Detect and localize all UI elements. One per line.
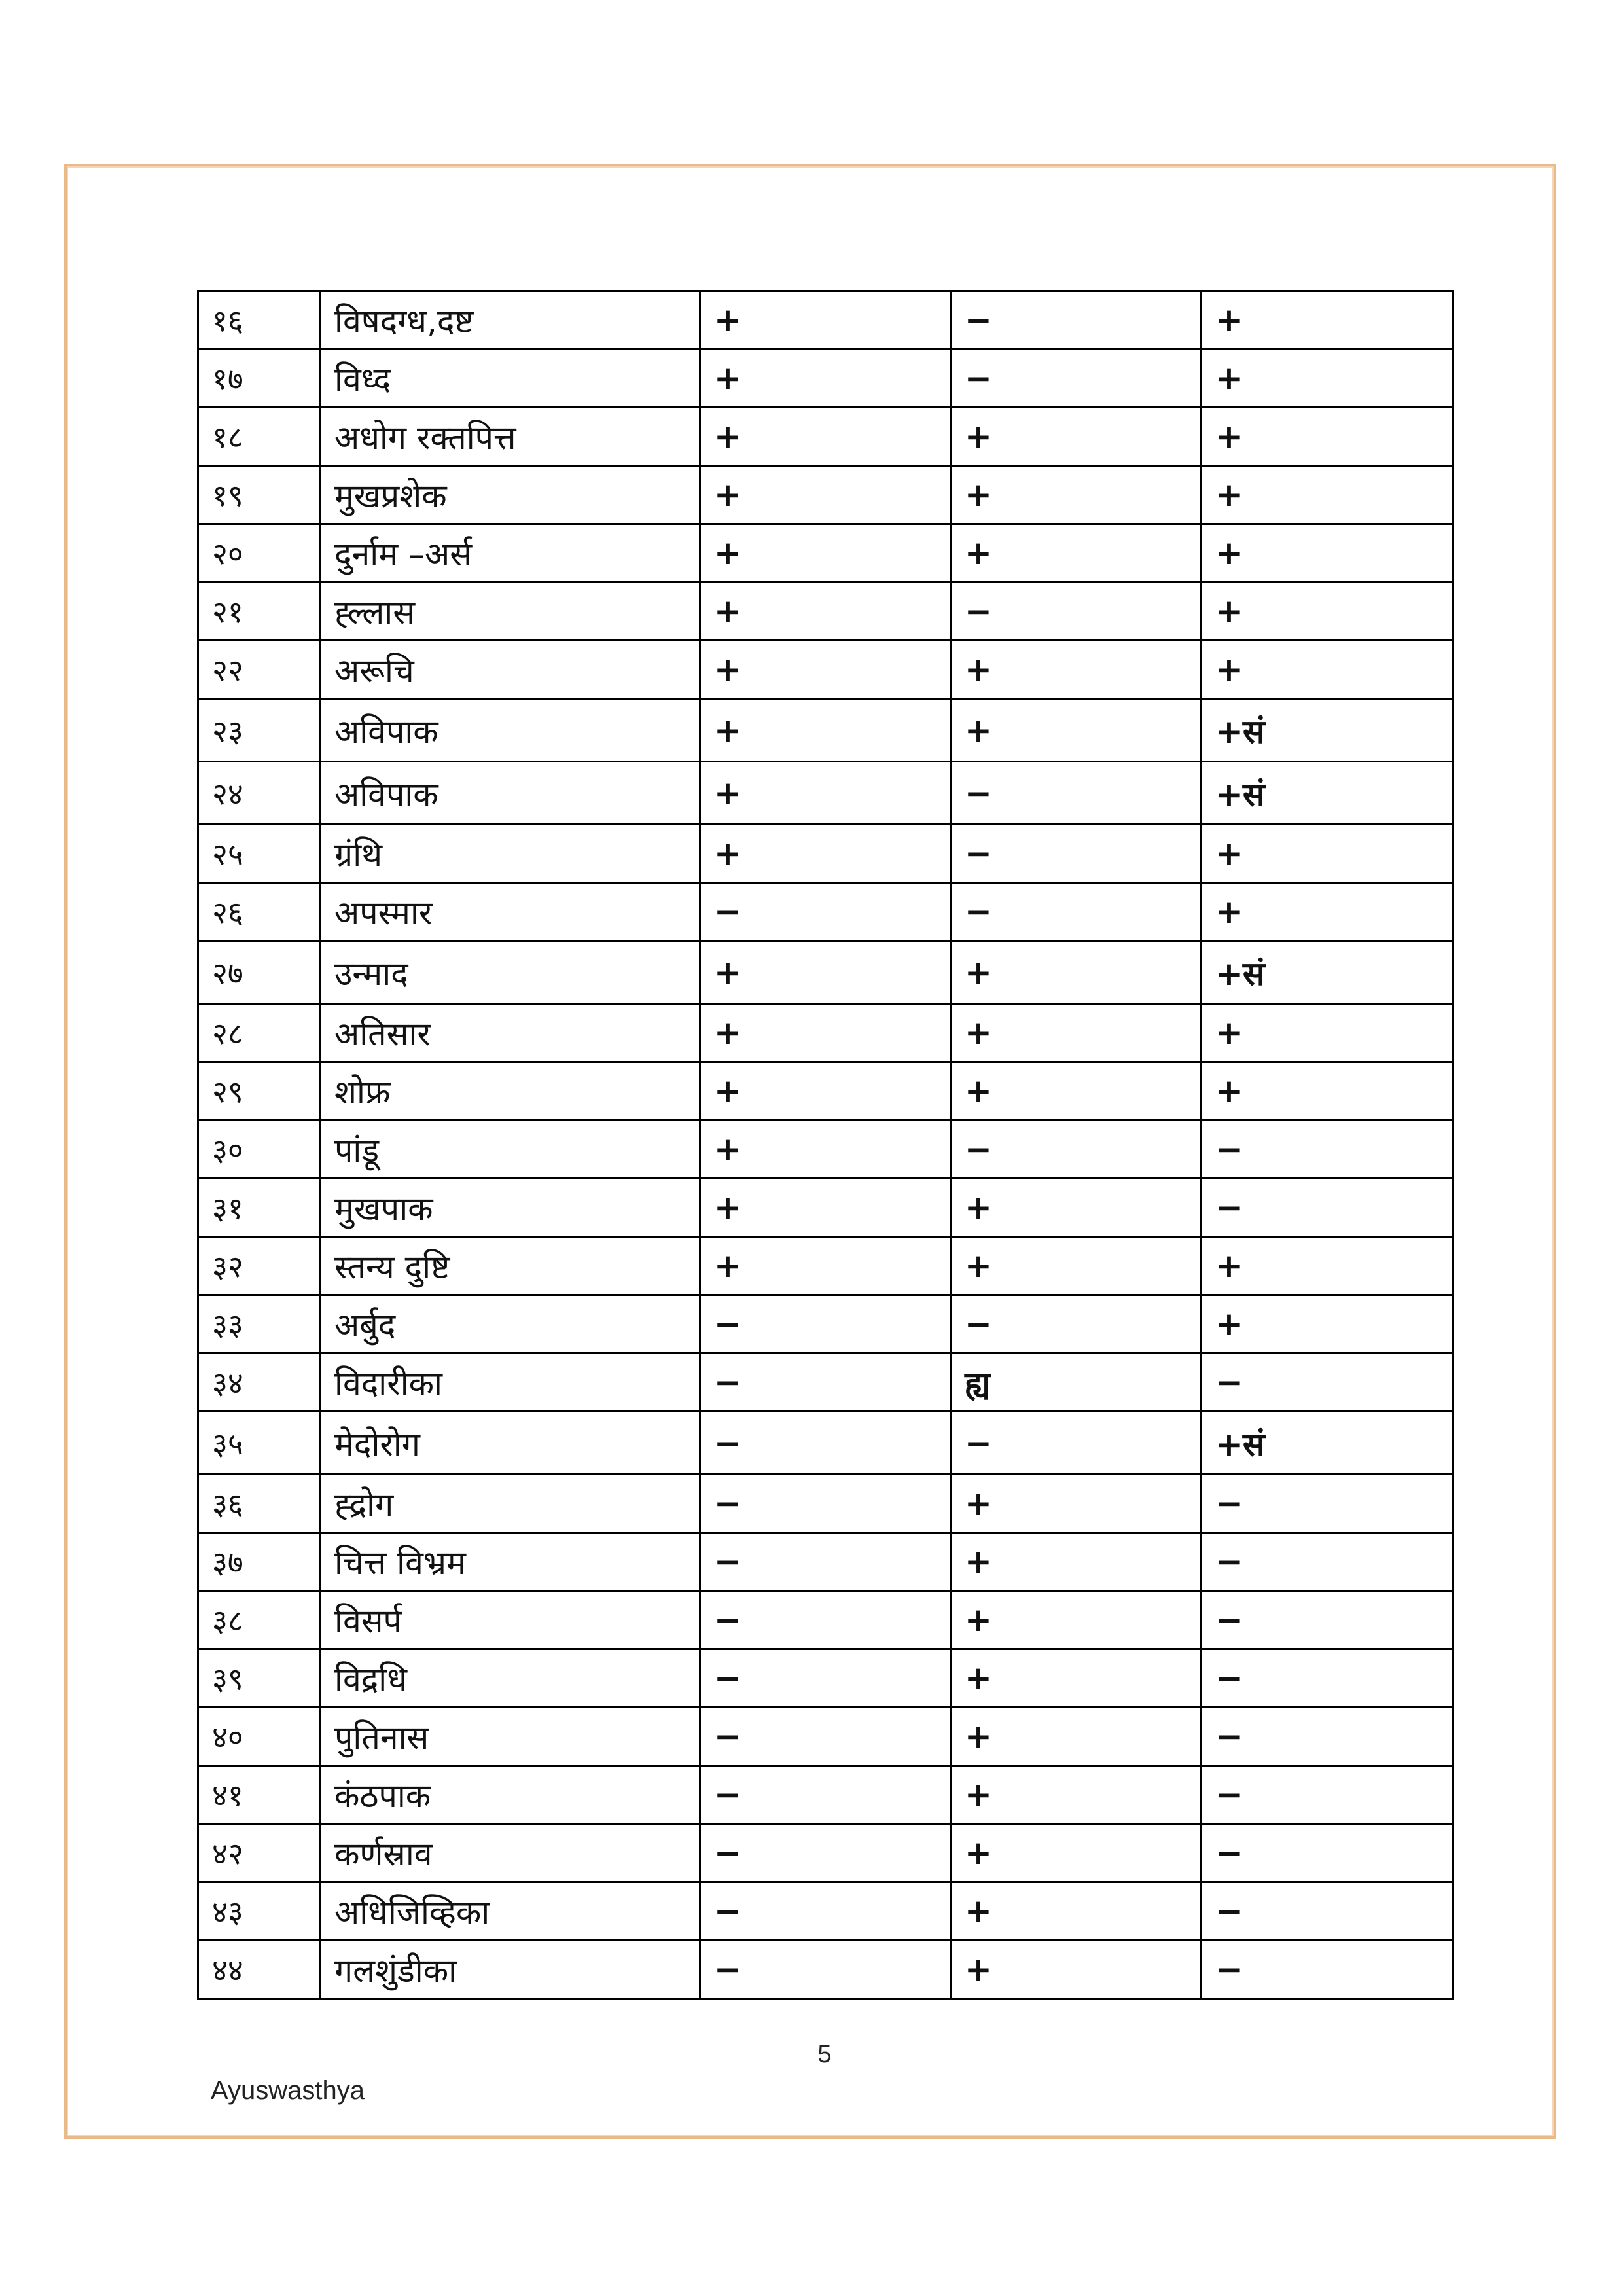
column-1-cell: − (700, 1882, 951, 1941)
row-number-cell: १९ (198, 466, 321, 524)
column-3-cell: +सं (1202, 762, 1453, 825)
table-row (198, 1004, 1453, 1062)
column-3-cell: +सं (1202, 941, 1453, 1004)
column-2-cell: − (951, 1295, 1202, 1354)
column-2-cell: + (951, 524, 1202, 583)
column-3-cell: − (1202, 1824, 1453, 1882)
column-1-cell: + (700, 466, 951, 524)
table-row (198, 1295, 1453, 1354)
column-1-cell: + (700, 1004, 951, 1062)
row-number-cell: २९ (198, 1062, 321, 1121)
row-number-cell: ३१ (198, 1179, 321, 1237)
column-2-cell: − (951, 350, 1202, 408)
ailment-name-cell: चित्त विभ्रम (321, 1533, 700, 1591)
table-row (198, 466, 1453, 524)
column-3-cell: + (1202, 641, 1453, 699)
column-1-cell: − (700, 1591, 951, 1649)
column-2-cell: + (951, 408, 1202, 466)
row-number-cell: २० (198, 524, 321, 583)
row-number-cell: ४४ (198, 1941, 321, 1999)
row-number-cell: १६ (198, 291, 321, 350)
row-number-cell: ४१ (198, 1766, 321, 1824)
row-number-cell: २१ (198, 583, 321, 641)
column-3-cell: +सं (1202, 1412, 1453, 1475)
column-1-cell: − (700, 1475, 951, 1533)
row-number-cell: ३४ (198, 1354, 321, 1412)
column-2-cell: − (951, 883, 1202, 941)
column-3-cell: + (1202, 825, 1453, 883)
column-1-cell: + (700, 408, 951, 466)
column-3-cell: − (1202, 1708, 1453, 1766)
column-2-cell: − (951, 583, 1202, 641)
column-1-cell: − (700, 1354, 951, 1412)
column-3-cell: − (1202, 1121, 1453, 1179)
row-number-cell: ४३ (198, 1882, 321, 1941)
column-2-cell: + (951, 1882, 1202, 1941)
ailment-name-cell: अरूचि (321, 641, 700, 699)
table-row (198, 762, 1453, 825)
column-2-cell: − (951, 291, 1202, 350)
column-3-cell: + (1202, 1295, 1453, 1354)
ailment-name-cell: मुखप्रशेक (321, 466, 700, 524)
ailment-name-cell: कर्णस्राव (321, 1824, 700, 1882)
column-2-cell: + (951, 1649, 1202, 1708)
column-2-cell: + (951, 941, 1202, 1004)
table-row (198, 1179, 1453, 1237)
column-1-cell: + (700, 1062, 951, 1121)
row-number-cell: ३० (198, 1121, 321, 1179)
column-3-cell: +सं (1202, 699, 1453, 762)
table-row (198, 1121, 1453, 1179)
ailment-name-cell: अधिजिव्हिका (321, 1882, 700, 1941)
ailment-name-cell: शोफ्र (321, 1062, 700, 1121)
row-number-cell: १८ (198, 408, 321, 466)
column-2-cell: + (951, 1941, 1202, 1999)
table-row (198, 408, 1453, 466)
column-3-cell: − (1202, 1941, 1453, 1999)
ailment-name-cell: उन्माद (321, 941, 700, 1004)
column-2-cell: + (951, 1824, 1202, 1882)
column-2-cell: + (951, 1533, 1202, 1591)
column-3-cell: + (1202, 883, 1453, 941)
ailment-name-cell: विदारीका (321, 1354, 700, 1412)
ailment-name-cell: विसर्प (321, 1591, 700, 1649)
column-1-cell: + (700, 1237, 951, 1295)
column-2-cell: + (951, 1591, 1202, 1649)
column-2-cell: + (951, 1004, 1202, 1062)
column-1-cell: − (700, 1941, 951, 1999)
column-1-cell: − (700, 1412, 951, 1475)
column-2-cell: − (951, 825, 1202, 883)
column-2-cell: − (951, 1412, 1202, 1475)
ailment-name-cell: अपस्मार (321, 883, 700, 941)
row-number-cell: ४० (198, 1708, 321, 1766)
table-row (198, 883, 1453, 941)
table-body (198, 291, 1453, 1999)
table-row (198, 699, 1453, 762)
row-number-cell: ३३ (198, 1295, 321, 1354)
ailment-name-cell: मुखपाक (321, 1179, 700, 1237)
column-1-cell: − (700, 1824, 951, 1882)
ailment-name-cell: ह्द्रोग (321, 1475, 700, 1533)
table-row (198, 1882, 1453, 1941)
table-row (198, 1237, 1453, 1295)
column-3-cell: + (1202, 1237, 1453, 1295)
table-row (198, 1591, 1453, 1649)
column-1-cell: − (700, 1766, 951, 1824)
column-2-cell: + (951, 1475, 1202, 1533)
column-3-cell: + (1202, 583, 1453, 641)
table-row (198, 1708, 1453, 1766)
column-2-cell: + (951, 1708, 1202, 1766)
ailment-table (197, 290, 1454, 2000)
column-1-cell: + (700, 825, 951, 883)
table-row (198, 1412, 1453, 1475)
column-3-cell: − (1202, 1475, 1453, 1533)
ailment-name-cell: मेदोरोग (321, 1412, 700, 1475)
row-number-cell: २५ (198, 825, 321, 883)
row-number-cell: ३९ (198, 1649, 321, 1708)
column-1-cell: − (700, 1649, 951, 1708)
ailment-name-cell: कंठपाक (321, 1766, 700, 1824)
column-2-cell: + (951, 699, 1202, 762)
column-1-cell: + (700, 1121, 951, 1179)
column-3-cell: − (1202, 1766, 1453, 1824)
ailment-name-cell: अतिसार (321, 1004, 700, 1062)
ailment-name-cell: गलशुंडीका (321, 1941, 700, 1999)
column-1-cell: + (700, 641, 951, 699)
column-3-cell: − (1202, 1354, 1453, 1412)
column-1-cell: − (700, 1533, 951, 1591)
table-row (198, 941, 1453, 1004)
ailment-name-cell: अविपाक (321, 762, 700, 825)
table-row (198, 1354, 1453, 1412)
row-number-cell: २६ (198, 883, 321, 941)
column-1-cell: + (700, 350, 951, 408)
column-2-cell: ह्य (951, 1354, 1202, 1412)
table-row (198, 1766, 1453, 1824)
column-2-cell: − (951, 1121, 1202, 1179)
column-3-cell: − (1202, 1649, 1453, 1708)
column-2-cell: + (951, 1237, 1202, 1295)
table-row (198, 350, 1453, 408)
ailment-name-cell: दुर्नाम –अर्स (321, 524, 700, 583)
table-row (198, 1533, 1453, 1591)
ailment-name-cell: विध्द (321, 350, 700, 408)
table-row (198, 1649, 1453, 1708)
column-1-cell: − (700, 1708, 951, 1766)
column-1-cell: + (700, 941, 951, 1004)
column-3-cell: − (1202, 1179, 1453, 1237)
ailment-name-cell: विद्रधि (321, 1649, 700, 1708)
ailment-name-cell: अर्बुद (321, 1295, 700, 1354)
column-2-cell: + (951, 641, 1202, 699)
column-3-cell: + (1202, 350, 1453, 408)
ailment-name-cell: स्तन्य दुष्टि (321, 1237, 700, 1295)
column-3-cell: + (1202, 291, 1453, 350)
ailment-name-cell: अविपाक (321, 699, 700, 762)
row-number-cell: ३५ (198, 1412, 321, 1475)
column-3-cell: + (1202, 1062, 1453, 1121)
table-row (198, 524, 1453, 583)
column-2-cell: + (951, 466, 1202, 524)
row-number-cell: ३७ (198, 1533, 321, 1591)
ailment-name-cell: ग्रंथि (321, 825, 700, 883)
row-number-cell: २८ (198, 1004, 321, 1062)
column-1-cell: − (700, 883, 951, 941)
column-3-cell: + (1202, 1004, 1453, 1062)
column-1-cell: − (700, 1295, 951, 1354)
column-2-cell: + (951, 1062, 1202, 1121)
table-row (198, 1824, 1453, 1882)
column-2-cell: + (951, 1766, 1202, 1824)
column-3-cell: − (1202, 1882, 1453, 1941)
ailment-name-cell: पुतिनास (321, 1708, 700, 1766)
table-row (198, 641, 1453, 699)
page-number: 5 (817, 2041, 832, 2068)
column-3-cell: − (1202, 1591, 1453, 1649)
column-3-cell: + (1202, 408, 1453, 466)
ailment-name-cell: पांडू (321, 1121, 700, 1179)
column-1-cell: + (700, 524, 951, 583)
table-row (198, 1475, 1453, 1533)
row-number-cell: १७ (198, 350, 321, 408)
column-2-cell: + (951, 1179, 1202, 1237)
column-1-cell: + (700, 291, 951, 350)
column-1-cell: + (700, 762, 951, 825)
column-2-cell: − (951, 762, 1202, 825)
column-1-cell: + (700, 583, 951, 641)
table-row (198, 291, 1453, 350)
footer-text: Ayuswasthya (211, 2076, 365, 2105)
row-number-cell: २७ (198, 941, 321, 1004)
row-number-cell: ४२ (198, 1824, 321, 1882)
table-row (198, 1941, 1453, 1999)
ailment-name-cell: अधोग रक्तपित्त (321, 408, 700, 466)
column-1-cell: + (700, 699, 951, 762)
table-row (198, 825, 1453, 883)
row-number-cell: २४ (198, 762, 321, 825)
ailment-name-cell: ह्ल्लास (321, 583, 700, 641)
row-number-cell: ३२ (198, 1237, 321, 1295)
column-1-cell: + (700, 1179, 951, 1237)
row-number-cell: ३८ (198, 1591, 321, 1649)
column-3-cell: + (1202, 466, 1453, 524)
row-number-cell: २३ (198, 699, 321, 762)
column-3-cell: + (1202, 524, 1453, 583)
row-number-cell: ३६ (198, 1475, 321, 1533)
row-number-cell: २२ (198, 641, 321, 699)
table-row (198, 1062, 1453, 1121)
table-row (198, 583, 1453, 641)
ailment-name-cell: विषदग्ध,दष्ट (321, 291, 700, 350)
column-3-cell: − (1202, 1533, 1453, 1591)
